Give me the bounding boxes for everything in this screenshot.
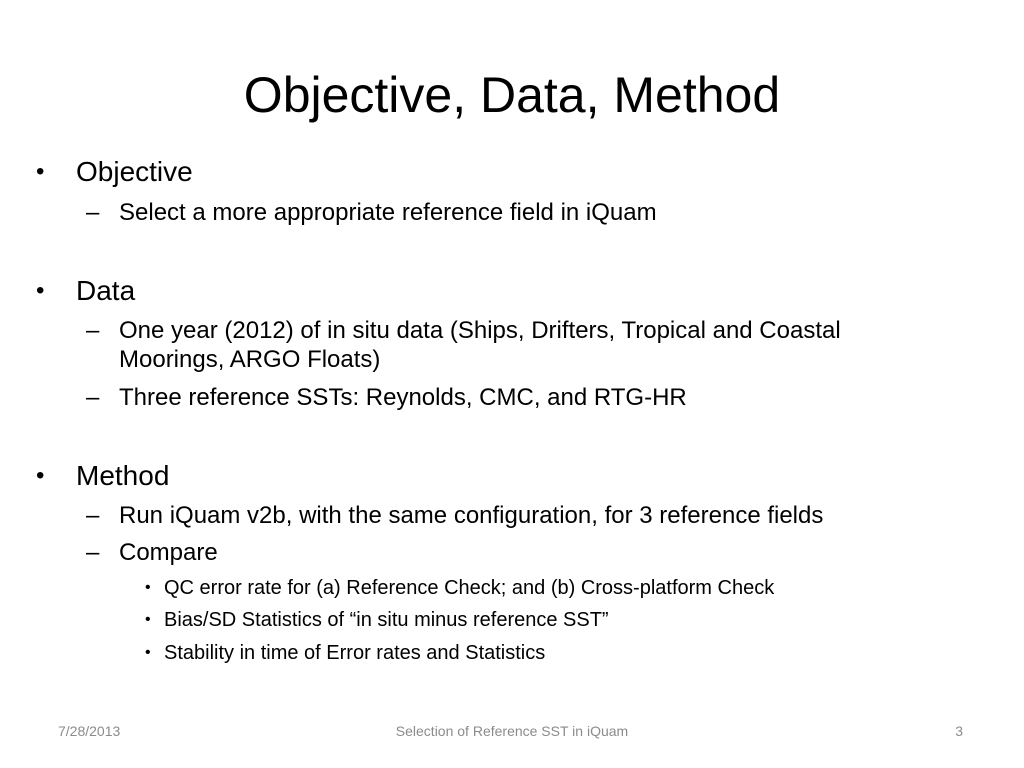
sub-bullet-run-iquam <box>86 501 824 531</box>
sub-bullet-text: Run iQuam v2b, with the same configuration, for 3 reference fields <box>119 502 824 529</box>
dash-icon: – <box>86 502 100 529</box>
sub-bullet-text: Compare <box>119 539 218 566</box>
page-number: 3 <box>955 723 963 739</box>
bullet-method <box>36 459 170 493</box>
bullet-data <box>36 274 136 308</box>
sub-sub-bullet-text: Stability in time of Error rates and Statistics <box>164 642 546 664</box>
footer-date: 7/28/2013 <box>58 723 121 739</box>
bullet-dot-icon: • <box>36 158 45 185</box>
dash-icon: – <box>86 539 100 566</box>
bullet-objective <box>36 155 193 189</box>
dash-icon: – <box>86 199 100 226</box>
sub-sub-bullet-bias-sd <box>145 607 609 633</box>
sub-bullet-text-line1: One year (2012) of in situ data (Ships, Drifters, Tropical and Coastal <box>119 317 841 344</box>
bullet-dot-icon: • <box>36 277 45 304</box>
sub-bullet-text: Select a more appropriate reference field in iQuam <box>119 199 657 226</box>
bullet-dot-icon: • <box>145 611 151 628</box>
slide-title: Objective, Data, Method <box>243 67 781 123</box>
dash-icon: – <box>86 317 100 344</box>
bullet-dot-icon: • <box>145 579 151 596</box>
sub-sub-bullet-text: Bias/SD Statistics of “in situ minus reference SST” <box>164 609 609 631</box>
sub-bullet-three-reference <box>86 383 687 413</box>
bullet-data-text: Data <box>76 275 136 306</box>
dash-icon: – <box>86 384 100 411</box>
bullet-dot-icon: • <box>36 462 45 489</box>
sub-sub-bullet-stability <box>145 640 546 666</box>
bullet-objective-text: Objective <box>76 156 193 187</box>
sub-bullet-one-year <box>86 316 841 346</box>
sub-bullet-text-line2: Moorings, ARGO Floats) <box>119 346 381 373</box>
bullet-method-text: Method <box>76 460 170 491</box>
sub-bullet-text: Three reference SSTs: Reynolds, CMC, and RTG-HR <box>119 384 687 411</box>
sub-sub-bullet-qc-error <box>145 575 775 601</box>
sub-bullet-compare <box>86 538 218 568</box>
sub-bullet-one-year-continued <box>119 345 380 375</box>
sub-sub-bullet-text: QC error rate for (a) Reference Check; and (b) Cross-platform Check <box>164 577 775 599</box>
footer-title: Selection of Reference SST in iQuam <box>395 723 629 739</box>
bullet-dot-icon: • <box>145 644 151 661</box>
sub-bullet-select-reference <box>86 198 657 228</box>
